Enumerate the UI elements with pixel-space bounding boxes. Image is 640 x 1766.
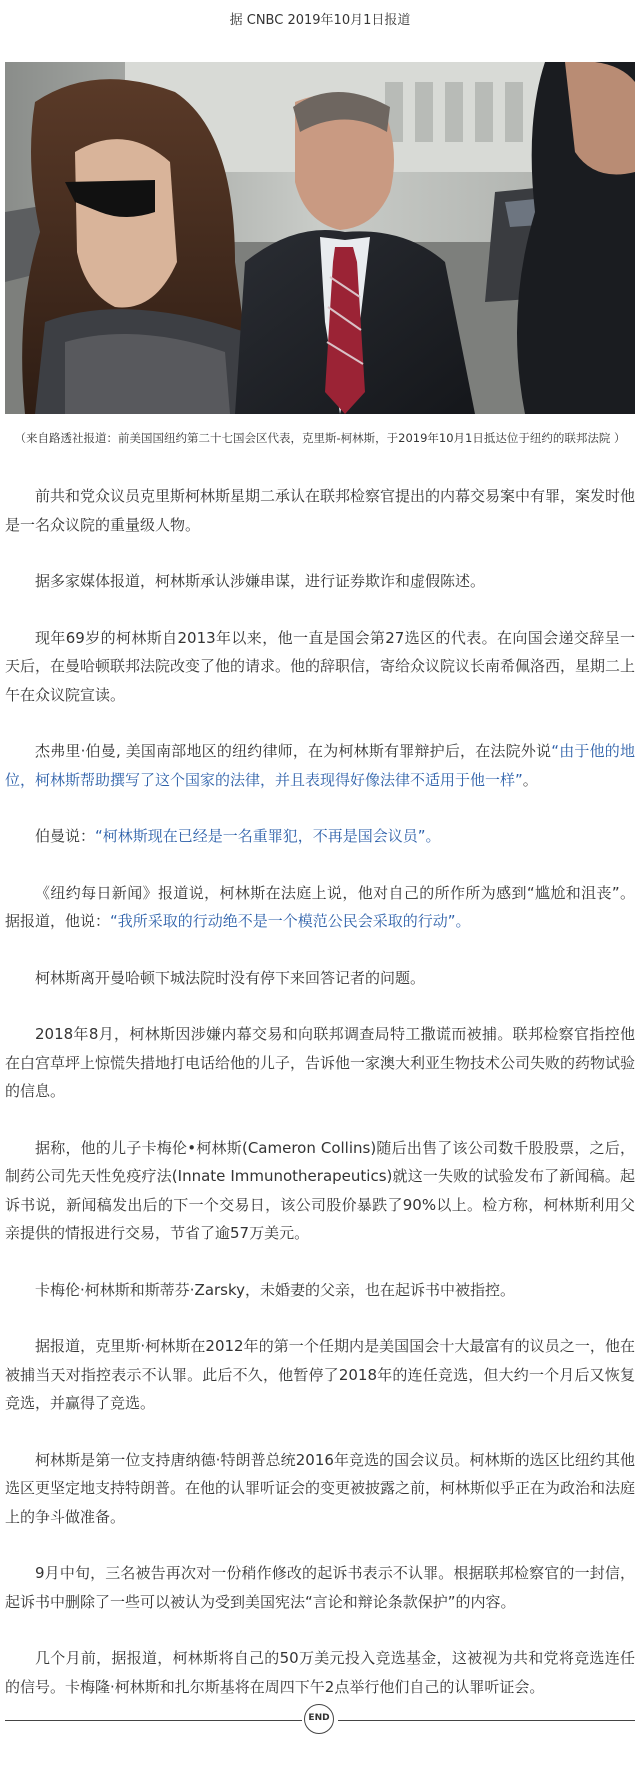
paragraph: 据多家媒体报道，柯林斯承认涉嫌串谋，进行证券欺诈和虚假陈述。 — [35, 572, 486, 590]
paragraph: 几个月前，据报道，柯林斯将自己的50万美元投入竞选基金，这被视为共和党将竞选连任的信号。卡梅隆·柯林斯和扎尔斯基将在周四下午2点举行他们自己的认罪听证会。 — [5, 1649, 635, 1696]
quote-text: “柯林斯现在已经是一名重罪犯，不再是国会议员”。 — [95, 827, 441, 845]
paragraph — [5, 879, 635, 936]
paragraph: 2018年8月，柯林斯因涉嫌内幕交易和向联邦调查局特工撒谎而被捕。联邦检察官指控他在白宫草坪上惊慌失措地打电话给他的儿子，告诉他一家澳大利亚生物技术公司失败的药物试验的信息。 — [5, 1025, 636, 1100]
paragraph-text: 伯曼说： — [35, 827, 96, 845]
quote-text: “由于他的地位，柯林斯帮助撰写了这个国家的法律，并且表现得好像法律不适用于他一样” — [5, 742, 635, 789]
news-photo — [5, 62, 635, 414]
article-body — [5, 482, 635, 1729]
divider-line-left — [5, 1720, 302, 1721]
paragraph: 据称，他的儿子卡梅伦•柯林斯(Cameron Collins)随后出售了该公司数千股股票，之后，制药公司先天性免疫疗法(Innate Immunotherapeutics)就这一失败的试验发布了新闻稿。起诉书说，新闻稿发出后的下一个交易日，该公司股价暴跌了90%以上。检方称，柯林斯利用父亲提供的情报进行交易，节省了逾57万美元。 — [5, 1138, 635, 1242]
end-divider — [5, 1704, 635, 1736]
paragraph: 前共和党众议员克里斯柯林斯星期二承认在联邦检察官提出的内幕交易案中有罪，案发时他是一名众议院的重量级人物。 — [5, 487, 636, 534]
paragraph: 据报道，克里斯·柯林斯在2012年的第一个任期内是美国国会十大最富有的议员之一，他在被捕当天对指控表示不认罪。此后不久，他暂停了2018年的连任竞选，但大约一个月后又恢复竞选，并赢得了竞选。 — [5, 1337, 635, 1412]
quote-text: “我所采取的行动绝不是一个模范公民会采取的行动”。 — [110, 912, 471, 930]
paragraph-text: 。 — [522, 770, 538, 789]
paragraph: 柯林斯离开曼哈顿下城法院时没有停下来回答记者的问题。 — [35, 968, 426, 987]
paragraph: 9月中旬，三名被告再次对一份稍作修改的起诉书表示不认罪。根据联邦检察官的一封信，起诉书中删除了一些可以被认为受到美国宪法“言论和辩论条款保护”的内容。 — [5, 1564, 635, 1611]
paragraph — [5, 822, 635, 851]
paragraph — [5, 737, 635, 794]
photo-caption: （来自路透社报道：前美国国纽约第二十七国会区代表，克里斯-柯林斯，于2019年10月1日抵达位于纽约的联邦法院 ） — [14, 431, 626, 445]
end-badge: END — [304, 1704, 334, 1734]
source-line: 据 CNBC 2019年10月1日报道 — [229, 13, 411, 28]
paragraph: 现年69岁的柯林斯自2013年以来，他一直是国会第27选区的代表。在向国会递交辞呈一天后，在曼哈顿联邦法院改变了他的请求。他的辞职信，寄给众议院议长南希佩洛西，星期二上午在众议院宣读。 — [5, 628, 636, 704]
paragraph: 柯林斯是第一位支持唐纳德·特朗普总统2016年竞选的国会议员。柯林斯的选区比纽约其他选区更坚定地支持特朗普。在他的认罪听证会的变更被披露之前，柯林斯似乎正在为政治和法庭上的争斗做准备。 — [5, 1450, 636, 1526]
paragraph-text: 杰弗里·伯曼, 美国南部地区的纽约律师，在为柯林斯有罪辩护后，在法院外说 — [35, 742, 552, 760]
divider-line-right — [338, 1720, 635, 1721]
paragraph-text: 《纽约每日新闻》报道说，柯林斯在法庭上说，他对自己的所作所为感到“尴尬和沮丧”。据报道，他说： — [5, 883, 635, 930]
paragraph: 卡梅伦·柯林斯和斯蒂芬·Zarsky，未婚妻的父亲，也在起诉书中被指控。 — [35, 1280, 516, 1299]
